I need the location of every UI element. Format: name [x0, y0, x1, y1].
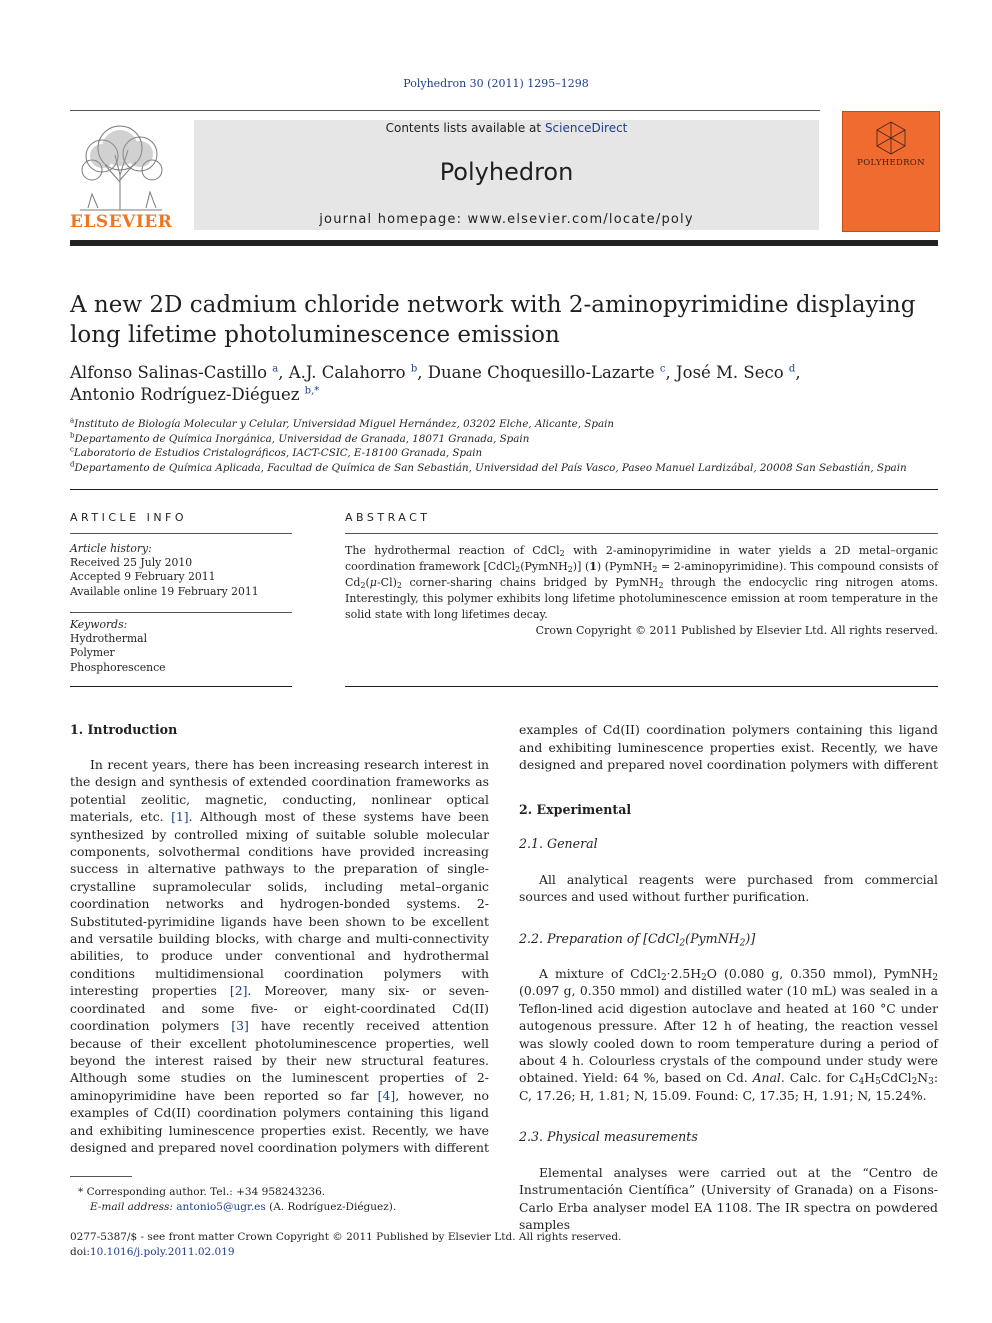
- contents-available-line: [194, 121, 819, 135]
- affiliation-text: Laboratorio de Estudios Cristalográficos, IACT-CSIC, E-18100 Granada, Spain: [73, 447, 483, 459]
- introduction-heading: 1. Introduction: [70, 722, 178, 737]
- cover-title: POLYHEDRON: [857, 158, 925, 168]
- corresponding-author-note: * Corresponding author. Tel.: +34 958243236.: [78, 1186, 326, 1198]
- keywords-label: Keywords:: [70, 618, 128, 631]
- polyhedron-icon: [873, 120, 909, 156]
- footnotes: [70, 1185, 489, 1215]
- abstract-rule: [345, 533, 938, 534]
- affiliation-item: [70, 417, 938, 432]
- abstract-heading: ABSTRACT: [345, 511, 431, 524]
- journal-name: Polyhedron: [439, 158, 574, 186]
- author-affiliation-marker[interactable]: b: [410, 363, 418, 375]
- author-name: José M. Seco: [676, 363, 784, 382]
- issn-line: 0277-5387/$ - see front matter Crown Copyright © 2011 Published by Elsevier Ltd. All rights reserved.: [70, 1231, 622, 1243]
- accepted-date: Accepted 9 February 2011: [70, 570, 216, 584]
- affiliation-item: [70, 446, 938, 461]
- affiliation-key: a: [70, 416, 75, 425]
- physical-measurements-heading: 2.3. Physical measurements: [519, 1129, 698, 1144]
- article-history: [70, 542, 292, 599]
- author-separator: ,: [665, 363, 677, 382]
- abstract-text: The hydrothermal reaction of CdCl$_2$ with 2-aminopyrimidine in water yields a 2D metal–organic coordination framework [CdCl$_2$(PymNH$_2$)] (1) (PymNH$_2$ = 2-aminopyrimidine). This compound consists of $Cd_2(\mu-Cl)_2$ corner-sharing chains bridged by PymNH$_2$ through the endocyclic ring nitrogen atoms. Interestingly, this polymer exhibits long lifetime photoluminescence emission at room temperature in the solid state with long lifetimes decay. Crown Copyright © 2011 Published by Elsevier Ltd. All rights reserved.: [345, 544, 939, 637]
- general-heading: 2.1. General: [519, 836, 598, 851]
- affiliation-text: Departamento de Química Inorgánica, Universidad de Granada, 18071 Granada, Spain: [74, 432, 530, 445]
- author-name: Alfonso Salinas-Castillo: [70, 363, 268, 382]
- sciencedirect-link[interactable]: ScienceDirect: [544, 121, 628, 135]
- affiliation-key: c: [70, 445, 74, 454]
- introduction-paragraph: In recent years, there has been increasing research interest in the design and synthesis of extended coordination frameworks as potential zeolitic, magnetic, conducting, nonlinear optical materials, etc. [1]. Although most of these systems have been synthesized by controlled mixing of suitable soluble molecular components, solvothermal conditions have provided increasing success in alternative pathways to the preparation of single-crystalline supramolecular solids, including metal–organic coordination networks and hydrogen-bonded systems. 2-Substituted-pyrimidine ligands have been shown to be excellent and versatile building blocks, with charge and multi-connectivity abilities, to produce under conventional and hydrothermal conditions multidimensional coordination polymers with interesting properties [2]. Moreover, many six- or seven-coordinated and some five- or eight-coordinated Cd(II) coordination polymers [3] have recently received attention because of their excellent photoluminescence properties, well beyond the interest raised by their new structural features. Although some studies on the luminescent properties of 2-aminopyrimidine have been reported so far [4], however, no examples of Cd(II) coordination polymers containing this ligand and exhibiting luminescence properties exist. Recently, we have designed and prepared novel coordination polymers with different: [70, 757, 489, 1155]
- footnote-rule: [70, 1176, 132, 1177]
- online-date: Available online 19 February 2011: [70, 584, 259, 598]
- section-divider: [70, 489, 938, 490]
- affiliation-key: b: [70, 431, 75, 440]
- received-date: Received 25 July 2010: [70, 556, 193, 570]
- email-note: E-mail address: antonio5@ugr.es (A. Rodríguez-Diéguez).: [90, 1201, 397, 1213]
- history-label: Article history:: [70, 542, 152, 555]
- doi-line: doi:10.1016/j.poly.2011.02.019: [70, 1246, 235, 1258]
- reference-link[interactable]: [1]: [171, 809, 189, 825]
- author-affiliation-marker[interactable]: b,*: [304, 385, 320, 397]
- physical-measurements-paragraph: Elemental analyses were carried out at the “Centro de Instrumentación Científica” (University of Granada) on a Fisons-Carlo Erba analyser model EA 1108. The IR spectra on powdered samples: [519, 1165, 938, 1233]
- affiliation-item: [70, 432, 938, 447]
- affiliation-text: Departamento de Química Aplicada, Facultad de Química de San Sebastián, Universidad del País Vasco, Paseo Manuel Lardizábal, 20008 San Sebastián, Spain: [74, 461, 907, 474]
- article-title: A new 2D cadmium chloride network with 2-aminopyrimidine displaying long lifetime photoluminescence emission: [70, 292, 916, 348]
- doi-link[interactable]: 10.1016/j.poly.2011.02.019: [89, 1246, 235, 1258]
- keyword-item: Polymer: [70, 646, 115, 660]
- reference-link[interactable]: [2]: [229, 983, 248, 999]
- author-name: Antonio Rodríguez-Diéguez: [70, 385, 300, 404]
- keywords-rule: [70, 612, 292, 613]
- journal-homepage[interactable]: journal homepage: www.elsevier.com/locate/poly: [319, 212, 694, 227]
- email-link[interactable]: antonio5@ugr.es: [176, 1201, 266, 1213]
- author-list: [70, 362, 938, 406]
- article-info-heading: ARTICLE INFO: [70, 511, 188, 524]
- keyword-item: Hydrothermal: [70, 632, 148, 646]
- keywords-block: [70, 618, 292, 675]
- keyword-item: Phosphorescence: [70, 660, 166, 674]
- header-thick-rule: [70, 240, 938, 246]
- author-name: A.J. Calahorro: [288, 363, 406, 382]
- author-separator: ,: [417, 363, 428, 382]
- general-paragraph: All analytical reagents were purchased from commercial sources and used without further purification.: [519, 872, 938, 905]
- author-separator: ,: [278, 363, 289, 382]
- article-info-rule: [70, 533, 292, 534]
- journal-citation[interactable]: Polyhedron 30 (2011) 1295–1298: [403, 77, 589, 90]
- journal-cover-thumbnail[interactable]: [842, 111, 940, 232]
- reference-link[interactable]: [4]: [377, 1087, 396, 1103]
- author-separator: ,: [795, 363, 801, 382]
- author-affiliation-marker[interactable]: c: [659, 363, 666, 375]
- affiliation-item: [70, 461, 938, 476]
- affiliation-key: d: [70, 460, 75, 469]
- author-affiliation-marker[interactable]: d: [788, 363, 796, 375]
- introduction-continuation: examples of Cd(II) coordination polymers containing this ligand and exhibiting luminescence properties exist. Recently, we have designed and prepared novel coordination polymers with different: [519, 722, 938, 772]
- affiliation-text: Instituto de Biología Molecular y Celular, Universidad Miguel Hernández, 03202 Elche, Alicante, Spain: [74, 418, 615, 430]
- contents-prefix: Contents lists available at: [385, 121, 545, 135]
- author-name: Duane Choquesillo-Lazarte: [427, 363, 655, 382]
- reference-link[interactable]: [3]: [231, 1018, 249, 1034]
- affiliation-list: [70, 417, 938, 475]
- elsevier-wordmark[interactable]: ELSEVIER: [70, 212, 173, 232]
- experimental-heading: 2. Experimental: [519, 802, 632, 817]
- preparation-heading: 2.2. Preparation of [CdCl$_2$(PymNH$_2$)]: [519, 931, 756, 949]
- tree-icon: [70, 120, 172, 212]
- preparation-paragraph: A mixture of $CdCl_2\cdot 2.5H_2O$ (0.080 g, 0.350 mmol), PymNH$_2$ (0.097 g, 0.350 mmol) and distilled water (10 mL) was sealed in a Teflon-lined acid digestion autoclave and heated at 160 °C under autogenous pressure. After 12 h of heating, the reaction vessel was slowly cooled down to room temperature during a period of about 4 h. Colourless crystals of the compound under study were obtained. Yield: 64 %, based on Cd. Anal. Calc. for $C_4H_5CdCl_2N_3$: C, 17.26; H, 1.81; N, 15.09. Found: C, 17.35; H, 1.91; N, 15.24%.: [519, 966, 938, 1103]
- author-affiliation-marker[interactable]: a: [272, 363, 279, 375]
- copyright-footer: [70, 1230, 938, 1260]
- abstract-bottom-rule: [345, 686, 938, 687]
- header-top-rule: [70, 110, 820, 111]
- article-info-bottom-rule: [70, 686, 292, 687]
- abstract-copyright: Crown Copyright © 2011 Published by Elsevier Ltd. All rights reserved.: [535, 624, 938, 637]
